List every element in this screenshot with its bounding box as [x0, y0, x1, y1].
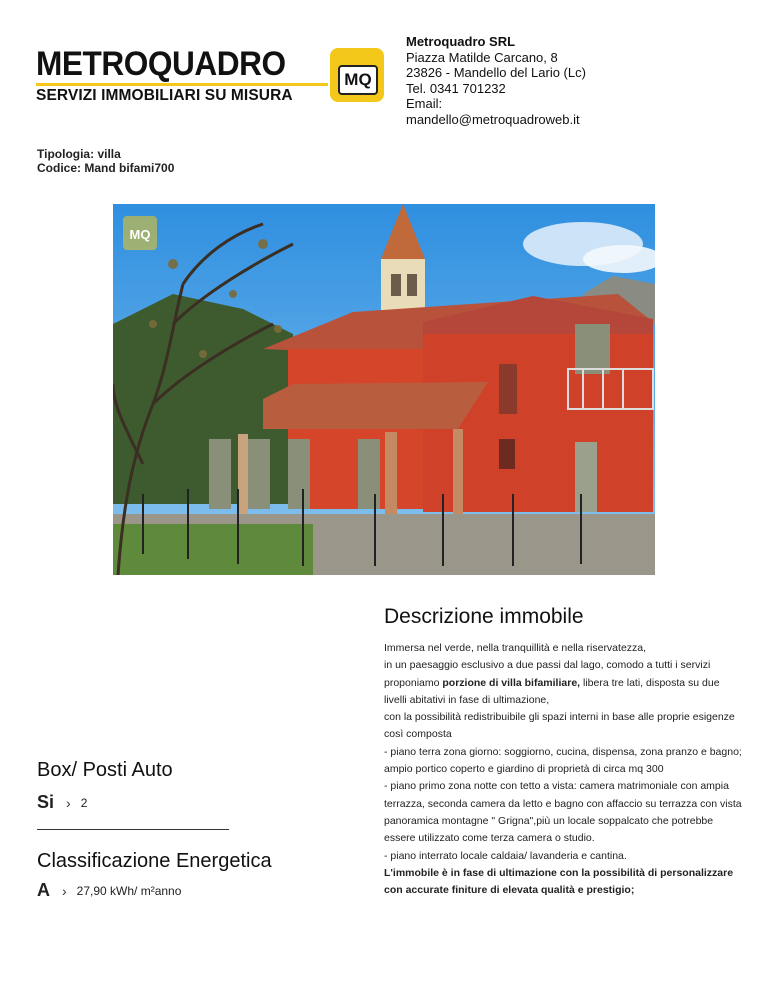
metroquadro-logo — [36, 46, 388, 106]
agency-city: 23826 - Mandello del Lario (Lc) — [406, 65, 586, 80]
logo-badge-text: MQ — [338, 65, 378, 95]
agency-name: Metroquadro SRL — [406, 34, 516, 49]
property-photo — [113, 204, 655, 575]
listing-type: Tipologia: villa — [37, 147, 121, 161]
agency-email-label: Email: — [406, 96, 443, 111]
description-line-offer — [384, 675, 744, 710]
listing-meta — [37, 147, 174, 175]
energy-title: Classificazione Energetica — [37, 850, 272, 872]
chevron-right-icon: › — [62, 882, 67, 899]
photo-watermark: MQ — [129, 227, 151, 242]
description-line: Immersa nel verde, nella tranquillità e nella riservatezza, — [384, 642, 647, 654]
description-line: - piano primo zona notte con tetto a vista: camera matrimoniale con ampia terrazza, seconda camera da letto e bagno con affaccio su terrazza con vista panoramica montagne " Grigna",più un locale soppalcato che potrebbe essere utilizzato come terza camera o studio. — [384, 780, 742, 845]
listing-code: Codice: Mand bifami700 — [37, 161, 175, 175]
description-line: in un paesaggio esclusivo a due passi dal lago, comodo a tutti i servizi — [384, 659, 711, 672]
logo-underline — [36, 83, 328, 86]
energy-row — [37, 880, 181, 901]
agency-phone: Tel. 0341 701232 — [406, 80, 506, 96]
agency-email[interactable]: mandello@metroquadroweb.it — [406, 111, 580, 127]
agency-contact — [406, 34, 586, 127]
logo-title: METROQUADRO — [36, 45, 286, 83]
energy-value: 27,90 kWh/ m²anno — [76, 883, 182, 898]
agency-address: Piazza Matilde Carcano, 8 — [406, 49, 558, 65]
description-closing — [384, 865, 744, 900]
logo-badge — [330, 48, 384, 102]
box-row — [37, 792, 87, 813]
offer-post: libera tre lati, disposta su due livelli abitativi in fase di ultimazione, — [384, 676, 720, 706]
offer-highlight: porzione di villa bifamiliare, — [442, 676, 581, 689]
description-line: con la possibilità redistribuibile gli spazi interni in base alle proprie esigenze — [384, 711, 735, 724]
box-value: Si — [37, 792, 55, 812]
offer-pre: proponiamo — [384, 676, 443, 689]
description-body — [384, 640, 744, 899]
description-line: - piano terra zona giorno: soggiorno, cucina, dispensa, zona pranzo e bagno; ampio portico coperto e giardino di proprietà di circa mq 300 — [384, 745, 742, 776]
box-count: 2 — [80, 795, 88, 810]
description-line: così composta — [384, 728, 452, 741]
description-line: - piano interrato locale caldaia/ lavanderia e cantina. — [384, 849, 627, 862]
box-title: Box/ Posti Auto — [37, 759, 173, 781]
energy-class: A — [37, 880, 50, 900]
closing-bold: L'immobile è in fase di ultimazione con la possibilità di personalizzare con accurate finiture di elevata qualità e prestigio; — [384, 866, 734, 897]
description-title: Descrizione immobile — [384, 605, 584, 628]
section-divider — [37, 829, 229, 830]
chevron-right-icon: › — [66, 794, 71, 811]
logo-subtitle: SERVIZI IMMOBILIARI SU MISURA — [36, 87, 293, 104]
